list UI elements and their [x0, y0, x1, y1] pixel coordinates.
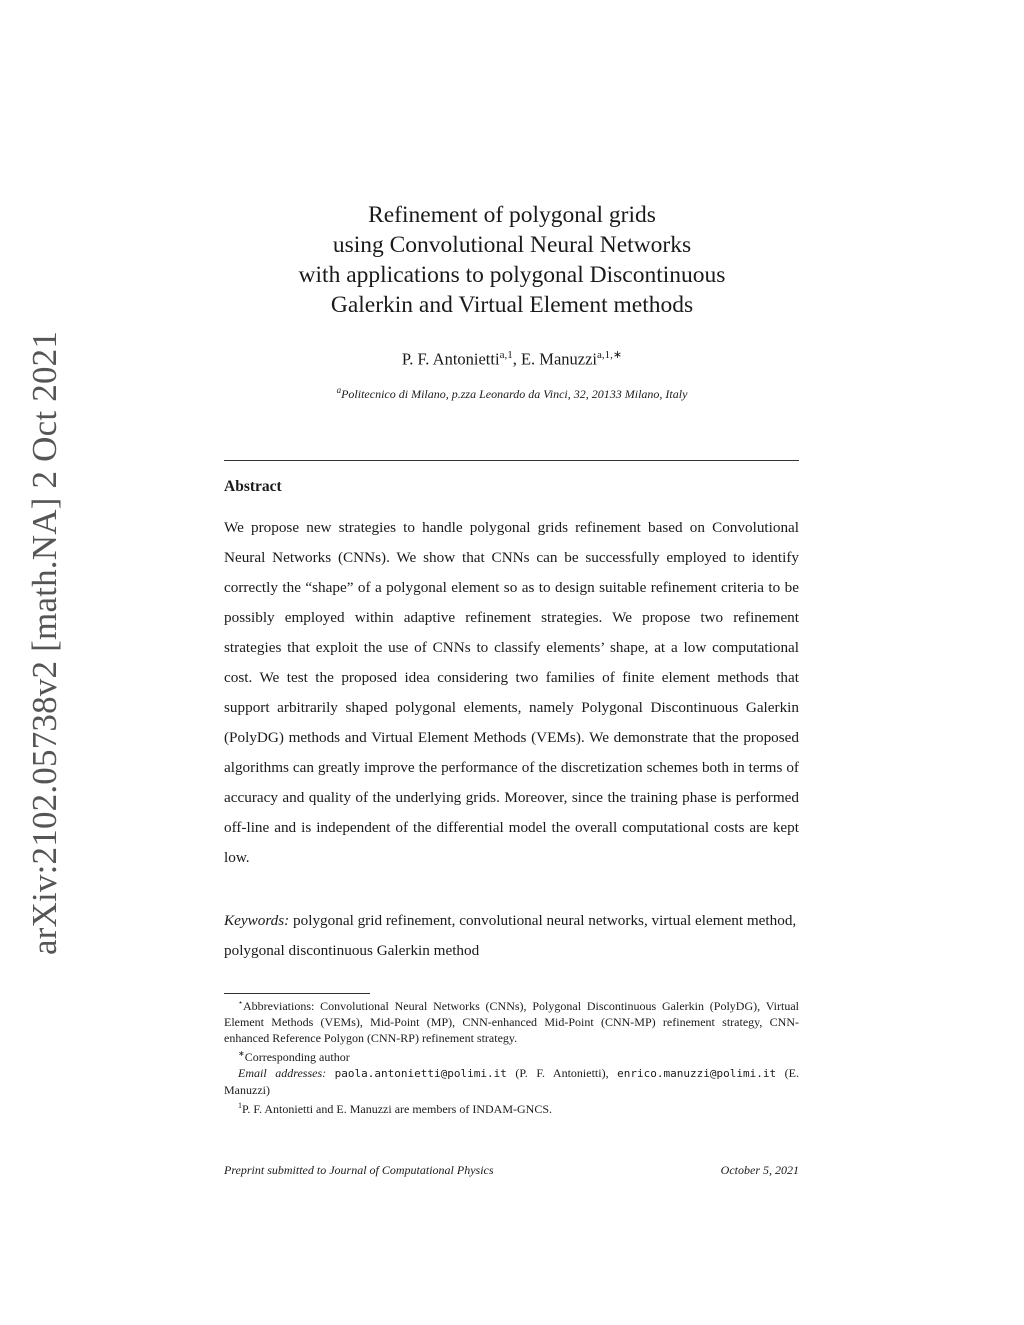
footnote-corresponding — [224, 1046, 799, 1065]
footnote-marker: ⋆ — [238, 998, 244, 1007]
footnote-emails — [224, 1065, 799, 1098]
title-line: Refinement of polygonal grids — [368, 202, 656, 228]
author-separator: , — [512, 349, 521, 369]
email-owner-antonietti: (P. F. Antonietti), — [515, 1066, 609, 1080]
title-line: with applications to polygonal Discontinuous — [298, 262, 726, 288]
footer-date: October 5, 2021 — [720, 1163, 799, 1177]
footnote-marker: ∗ — [238, 1049, 245, 1058]
author-antonietti: P. F. Antonietti — [401, 349, 500, 369]
author-list — [212, 348, 812, 370]
footnote-marker: 1 — [238, 1101, 242, 1110]
affiliation-marker: a — [336, 385, 342, 395]
footer-journal: Preprint submitted to Journal of Computational Physics — [224, 1163, 494, 1177]
abstract-body: We propose new strategies to handle polygonal grids refinement based on Convolutional Neural Networks (CNNs). We show that CNNs can be successfully employed to identify correctly the “shape” of a polygonal element so as to design suitable refinement criteria to be possibly employed within adaptive refinement strategies. We propose two refinement strategies that exploit the use of CNNs to classify elements’ shape, at a low computational cost. We test the proposed idea considering two families of finite element methods that support arbitrarily shaped polygonal elements, namely Polygonal Discontinuous Galerkin (PolyDG) methods and Virtual Element Methods (VEMs). We demonstrate that the proposed algorithms can greatly improve the performance of the discretization schemes both in terms of accuracy and quality of the underlying grids. Moreover, since the training phase is performed off-line and is independent of the differential model the overall computational costs are kept low. — [224, 519, 799, 866]
footnotes — [224, 995, 799, 1117]
email-link-manuzzi[interactable]: enrico.manuzzi@polimi.it — [617, 1067, 777, 1080]
keywords — [224, 906, 799, 966]
footnote-rule — [224, 993, 370, 994]
title-line: using Convolutional Neural Networks — [332, 232, 692, 258]
keywords-label: Keywords: — [224, 912, 290, 929]
title-line: Galerkin and Virtual Element methods — [330, 292, 694, 318]
footnote-abbrev-text: Abbreviations: Convolutional Neural Networks (CNNs), Polygonal Discontinuous Galerkin (PolyDG), Virtual Element Methods (VEMs), Mid-Point (MP), CNN-enhanced Mid-Point (CNN-MP) refinement strategy, CNN-enhanced Reference Polygon (CNN-RP) refinement strategy. — [224, 999, 799, 1045]
affiliation-text: Politecnico di Milano, p.zza Leonardo da Vinci, 32, 20133 Milano, Italy — [341, 387, 688, 401]
arxiv-identifier[interactable]: arXiv:2102.05738v2 [math.NA] 2 Oct 2021 — [25, 330, 64, 956]
footnote-membership-text: P. F. Antonietti and E. Manuzzi are members of INDAM-GNCS. — [242, 1102, 552, 1116]
footnote-membership — [224, 1098, 799, 1117]
email-label: Email addresses: — [238, 1066, 327, 1080]
abstract-heading: Abstract — [224, 478, 282, 495]
footnote-abbreviations — [224, 995, 799, 1046]
page-footer — [224, 1163, 799, 1178]
email-link-antonietti[interactable]: paola.antonietti@polimi.it — [334, 1067, 507, 1080]
author-manuzzi: E. Manuzzi — [520, 349, 598, 369]
abstract-top-rule — [224, 460, 799, 461]
email-owner-manuzzi: (E. Manuzzi) — [224, 1066, 799, 1097]
arxiv-stamp — [24, 330, 66, 956]
footnote-corresponding-text: Corresponding author — [244, 1050, 350, 1064]
affiliation — [212, 385, 812, 402]
author-manuzzi-affil: a,1,∗ — [597, 349, 623, 361]
author-antonietti-affil: a,1 — [499, 349, 513, 361]
paper-title — [212, 200, 812, 320]
keywords-text: polygonal grid refinement, convolutional neural networks, virtual element method, polygonal discontinuous Galerkin method — [224, 912, 797, 959]
